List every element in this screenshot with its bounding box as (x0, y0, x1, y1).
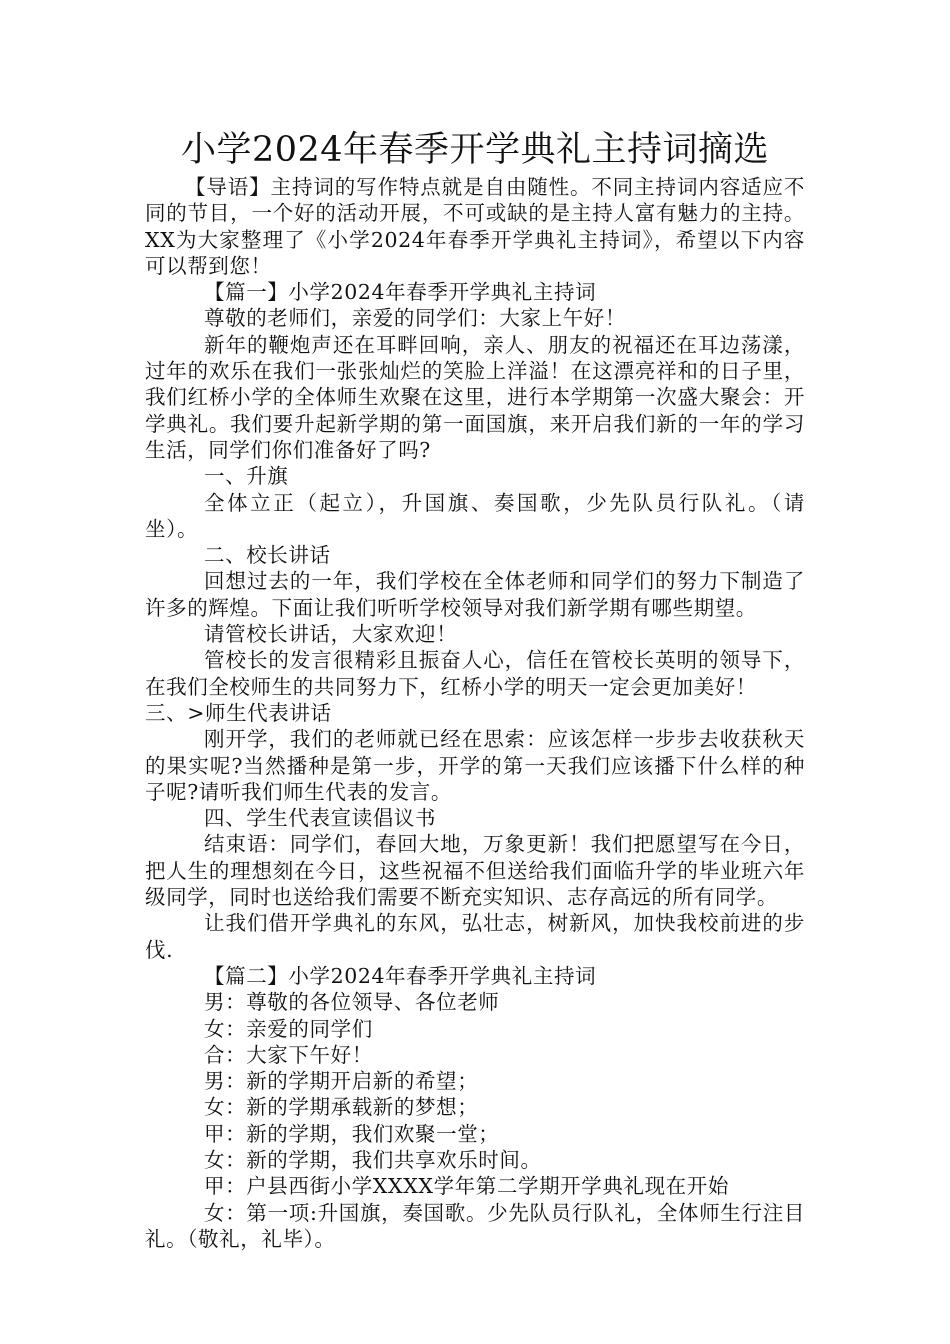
intro-paragraph: 【导语】主持词的写作特点就是自由随性。不同主持词内容适应不同的节目，一个好的活动开展，不可或缺的是主持人富有魅力的主持。XX为大家整理了《小学2024年春季开学典礼主持词》，希望以下内容可以帮到您！ (145, 175, 805, 278)
section-heading-2: 【篇二】小学2024年春季开学典礼主持词 (204, 963, 597, 988)
dialogue-line: 甲：户县西街小学XXXX学年第二学期开学典礼现在开始 (204, 1174, 729, 1199)
document-title: 小学2024年春季开学典礼主持词摘选 (180, 130, 770, 170)
body-paragraph: 全体立正（起立），升国旗、奏国歌，少先队员行队礼。（请坐）。 (145, 490, 805, 541)
body-paragraph: 刚开学，我们的老师就已经在思索：应该怎样一步步去收获秋天的果实呢?当然播种是第一步，开学的第一天我们应该播下什么样的种子呢?请听我们师生代表的发言。 (145, 727, 805, 804)
closing-paragraph: 结束语：同学们，春回大地，万象更新！我们把愿望写在今日，把人生的理想刻在今日，这些祝福不但送给我们面临升学的毕业班六年级同学，同时也送给我们需要不断充实知识、志存高远的所有同学。 (145, 832, 805, 910)
body-paragraph: 让我们借开学典礼的东风，弘壮志，树新风，加快我校前进的步伐. (145, 911, 805, 962)
body-paragraph: 请管校长讲话，大家欢迎！ (204, 622, 458, 647)
item-heading: 四、学生代表宣读倡议书 (204, 806, 437, 831)
greeting-paragraph: 尊敬的老师们，亲爱的同学们：大家上午好！ (204, 306, 626, 331)
dialogue-line: 女：第一项:升国旗，奏国歌。少先队员行队礼，全体师生行注目礼。（敬礼，礼毕）。 (145, 1200, 805, 1251)
dialogue-line: 女：亲爱的同学们 (204, 1016, 373, 1041)
item-heading: 一、升旗 (204, 464, 289, 489)
dialogue-line: 合：大家下午好！ (204, 1042, 373, 1067)
body-paragraph: 回想过去的一年，我们学校在全体老师和同学们的努力下制造了许多的辉煌。下面让我们听听学校领导对我们新学期有哪些期望。 (145, 569, 805, 620)
dialogue-line: 女：新的学期，我们共享欢乐时间。 (204, 1147, 542, 1172)
dialogue-line: 女：新的学期承载新的梦想； (204, 1095, 479, 1120)
body-paragraph: 管校长的发言很精彩且振奋人心，信任在管校长英明的领导下，在我们全校师生的共同努力下，红桥小学的明天一定会更加美好！ (145, 648, 805, 699)
section-heading-1: 【篇一】小学2024年春季开学典礼主持词 (204, 280, 597, 305)
dialogue-line: 男：新的学期开启新的希望； (204, 1069, 479, 1094)
dialogue-line: 甲：新的学期，我们欢聚一堂； (204, 1121, 500, 1146)
item-heading: 三、>师生代表讲话 (145, 700, 332, 725)
document-body (145, 174, 805, 1252)
dialogue-line: 男：尊敬的各位领导、各位老师 (204, 990, 500, 1015)
opening-paragraph: 新年的鞭炮声还在耳畔回响，亲人、朋友的祝福还在耳边荡漾，过年的欢乐在我们一张张灿烂的笑脸上洋溢！在这漂亮祥和的日子里，我们红桥小学的全体师生欢聚在这里，进行本学期第一次盛大聚会：开学典礼。我们要升起新学期的第一面国旗，来开启我们新的一年的学习生活，同学们你们准备好了吗? (145, 332, 805, 462)
item-heading: 二、校长讲话 (204, 543, 331, 568)
